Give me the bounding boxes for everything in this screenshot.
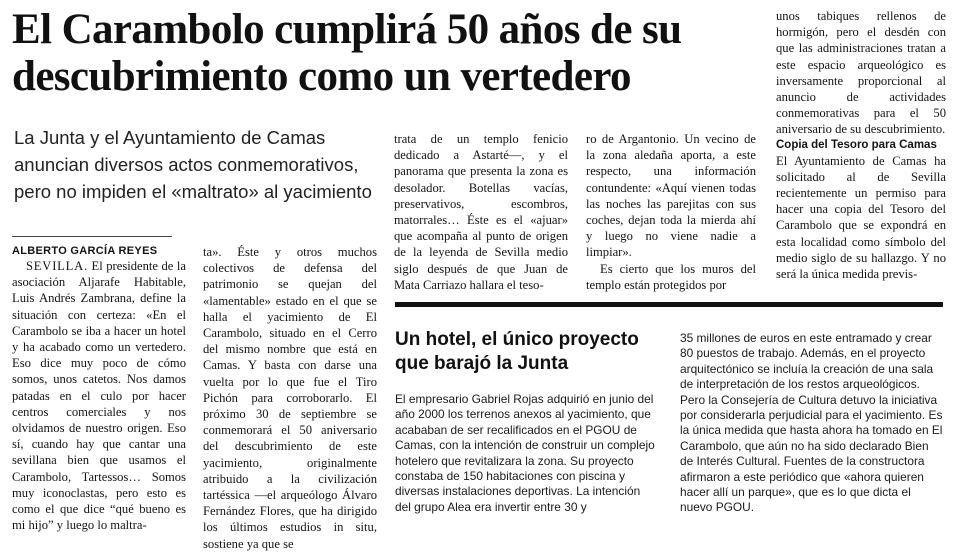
- subheadline-line-3: pero no impiden el «maltrato» al yacimiento: [14, 181, 372, 202]
- subheadline-line-1: La Junta y el Ayuntamiento de Camas: [14, 127, 326, 148]
- column-2-text: ta». Éste y otros muchos colectivos de defensa del patrimonio se quejan del «lamentable» estado en el que se halla el yacimiento de El Carambolo, situado en el Cerro del mismo nombre que está en Camas. Y basta con darse una vuelta por lo que fue el Tiro Pichón para corroborarlo. El próximo 30 de septiembre se conmemorará el 50 aniversario del descubrimiento de este yacimiento, originalmente atribuido a la civilización tartéssica —el arqueólogo Álvaro Fernández Flores, que ha dirigido los últimos estudios in situ, sostiene ya que se: [203, 245, 377, 551]
- sidebar-box-text-2: 35 millones de euros en este entramado y crear 80 puestos de trabajo. Además, en el proyecto arquitectónico se incluía la creación de una sala de interpretación de los restos arqueológicos. Pero la Consejería de Cultura detuvo la iniciativa por considerarla perjudicial para el yacimiento. Es la única medida que hasta ahora ha tomado en El Carambolo, que aún no ha sido declarado Bien de Interés Cultural. Fuentes de la constructora afirmaron a este periódico que «ahora quieren hacer allí un parque», que es lo que dicta el nuevo PGOU.: [680, 331, 943, 515]
- sidebar-box-title-line-1: Un hotel, el único proyecto: [395, 329, 639, 350]
- article-column-1: [12, 244, 186, 533]
- column-4-text-2: Es cierto que los muros del templo están protegidos por: [586, 261, 756, 292]
- article-column-3: [394, 131, 568, 292]
- subheadline: [14, 124, 384, 205]
- column-5-text-2: El Ayuntamiento de Camas ha solicitado al de Sevilla recientemente un permiso para hacer una copia del Tesoro del Carambolo que se expondrá en esta localidad como símbolo del medio siglo de su hallazgo. Y no será la única medida previs-: [776, 153, 946, 282]
- headline-line-1: El Carambolo cumplirá 50 años de su: [12, 6, 682, 53]
- column-1-body: El presidente de la asociación Aljarafe Habitable, Luis Andrés Zambrana, define la situación con certeza: «En el Carambolo se iba a hacer un hotel y ha acabado como un vertedero. Eso dice muy poco de cómo somos, unos catetos. Nos damos patadas en el culo por hacer centros comerciales y nos olvidamos de nuestro origen. Eso sí, cuando hay que cantar una sevillana bien que usamos el Carambolo, Tartessos… Somos muy iconoclastas, pero esto es como el que dice “qué bueno es mi hijo” y luego lo maltra-: [12, 259, 186, 533]
- byline: ALBERTO GARCÍA REYES: [12, 245, 158, 257]
- subheadline-line-2: anuncian diversos actos conmemorativos,: [14, 154, 359, 175]
- article-column-5: [776, 8, 946, 280]
- column-3-text: trata de un templo fenicio dedicado a Astarté—, y el panorama que presenta la zona es desolador. Botellas vacías, preservativos, escombros, matorrales… Éste es el «ajuar» que acompaña al punto de origen de la leyenda de Sevilla medio siglo después de que Juan de Mata Carriazo hallara el teso-: [394, 132, 568, 292]
- section-subhead: Copia del Tesoro para Camas: [776, 138, 937, 151]
- sidebar-box-title: [395, 328, 655, 376]
- column-1-text: [12, 258, 186, 533]
- headline-line-2: descubrimiento como un vertedero: [12, 53, 631, 100]
- column-5-text: unos tabiques rellenos de hormigón, pero el desdén con que las administraciones tratan a este espacio arqueológico es inversamente proporcional al anuncio de actividades conmemorativas para el 50 aniversario de su descubrimiento.: [776, 9, 946, 137]
- article-column-4: [586, 131, 756, 292]
- headline: [12, 6, 762, 100]
- sidebar-box-title-line-2: que barajó la Junta: [395, 353, 569, 374]
- article-column-2: [203, 244, 377, 551]
- dateline-city: SEVILLA.: [26, 259, 89, 273]
- column-4-text: ro de Argantonio. Un vecino de la zona aledaña aporta, a este respecto, una información contundente: «Aquí vienen todas las noches las parejitas con sus coches, dejan toda la mierda ahí y luego no viene nadie a limpiar».: [586, 132, 756, 260]
- sidebar-box-column-2: [680, 331, 944, 515]
- byline-rule: [12, 236, 172, 237]
- sidebar-box-text-1: El empresario Gabriel Rojas adquirió en junio del año 2000 los terrenos anexos al yacimiento, que acababan de ser recalificados en el PGOU de Camas, con la intención de construir un complejo hotelero que revitalizara la zona. Su proyecto constaba de 150 habitaciones con piscina y diversas instalaciones deportivas. La intención del grupo Alea era invertir entre 30 y: [395, 392, 655, 514]
- sidebar-box-rule: [395, 302, 943, 307]
- sidebar-box-column-1: [395, 392, 659, 514]
